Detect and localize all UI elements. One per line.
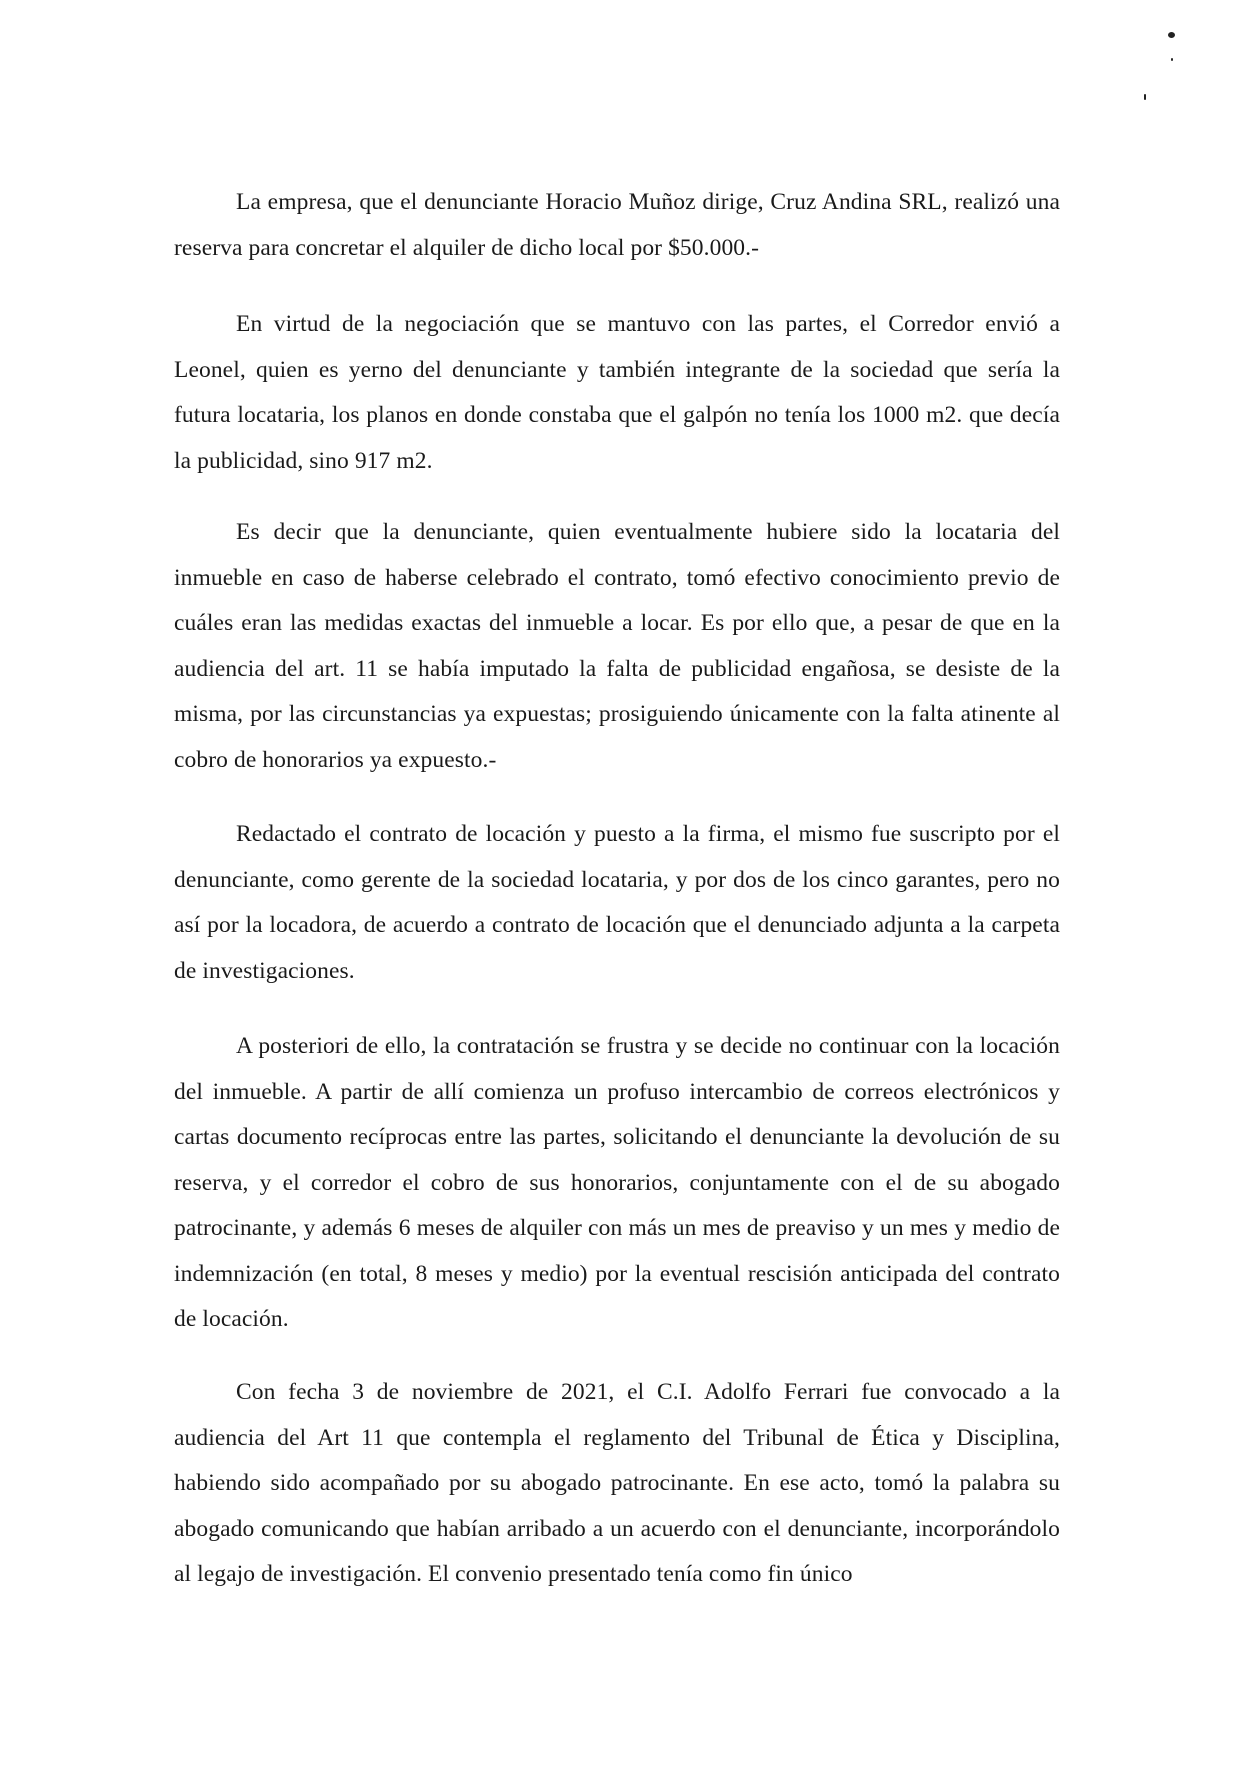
scan-speck — [1171, 58, 1173, 61]
paragraph: A posteriori de ello, la contratación se frustra y se decide no continuar con la locación del inmueble. A partir de allí comienza un profuso intercambio de correos electrónicos y cartas documento recíprocas entre las partes, solicitando el denunciante la devolución de su reserva, y el corredor el cobro de sus honorarios, conjuntamente con el de su abogado patrocinante, y además 6 meses de alquiler con más un mes de preaviso y un mes y medio de indemnización (en total, 8 meses y medio) por la eventual rescisión anticipada del contrato de locación. — [174, 1033, 1060, 1332]
paragraph: Con fecha 3 de noviembre de 2021, el C.I. Adolfo Ferrari fue convocado a la audiencia del Art 11 que contempla el reglamento del Tribunal de Ética y Disciplina, habiendo sido acompañado por su abogado patrocinante. En ese acto, tomó la palabra su abogado comunicando que habían arribado a un acuerdo con el denunciante, incorporándolo al legajo de investigación. El convenio presentado tenía como fin único — [174, 1379, 1060, 1587]
paragraph: Es decir que la denunciante, quien eventualmente hubiere sido la locataria del inmueble en caso de haberse celebrado el contrato, tomó efectivo conocimiento previo de cuáles eran las medidas exactas del inmueble a locar. Es por ello que, a pesar de que en la audiencia del art. 11 se había imputado la falta de publicidad engañosa, se desiste de la misma, por las circunstancias ya expuestas; prosiguiendo únicamente con la falta atinente al cobro de honorarios ya expuesto.- — [174, 519, 1060, 773]
paragraph: La empresa, que el denunciante Horacio Muñoz dirige, Cruz Andina SRL, realizó una reserva para concretar el alquiler de dicho local por $50.000.- — [174, 189, 1060, 261]
scan-speck — [1144, 94, 1146, 100]
paragraph: En virtud de la negociación que se mantuvo con las partes, el Corredor envió a Leonel, quien es yerno del denunciante y también integrante de la sociedad que sería la futura locataria, los planos en donde constaba que el galpón no tenía los 1000 m2. que decía la publicidad, sino 917 m2. — [174, 311, 1060, 474]
paragraph: Redactado el contrato de locación y puesto a la firma, el mismo fue suscripto por el denunciante, como gerente de la sociedad locataria, y por dos de los cinco garantes, pero no así por la locadora, de acuerdo a contrato de locación que el denunciado adjunta a la carpeta de investigaciones. — [174, 821, 1060, 984]
scan-speck — [1168, 32, 1175, 38]
